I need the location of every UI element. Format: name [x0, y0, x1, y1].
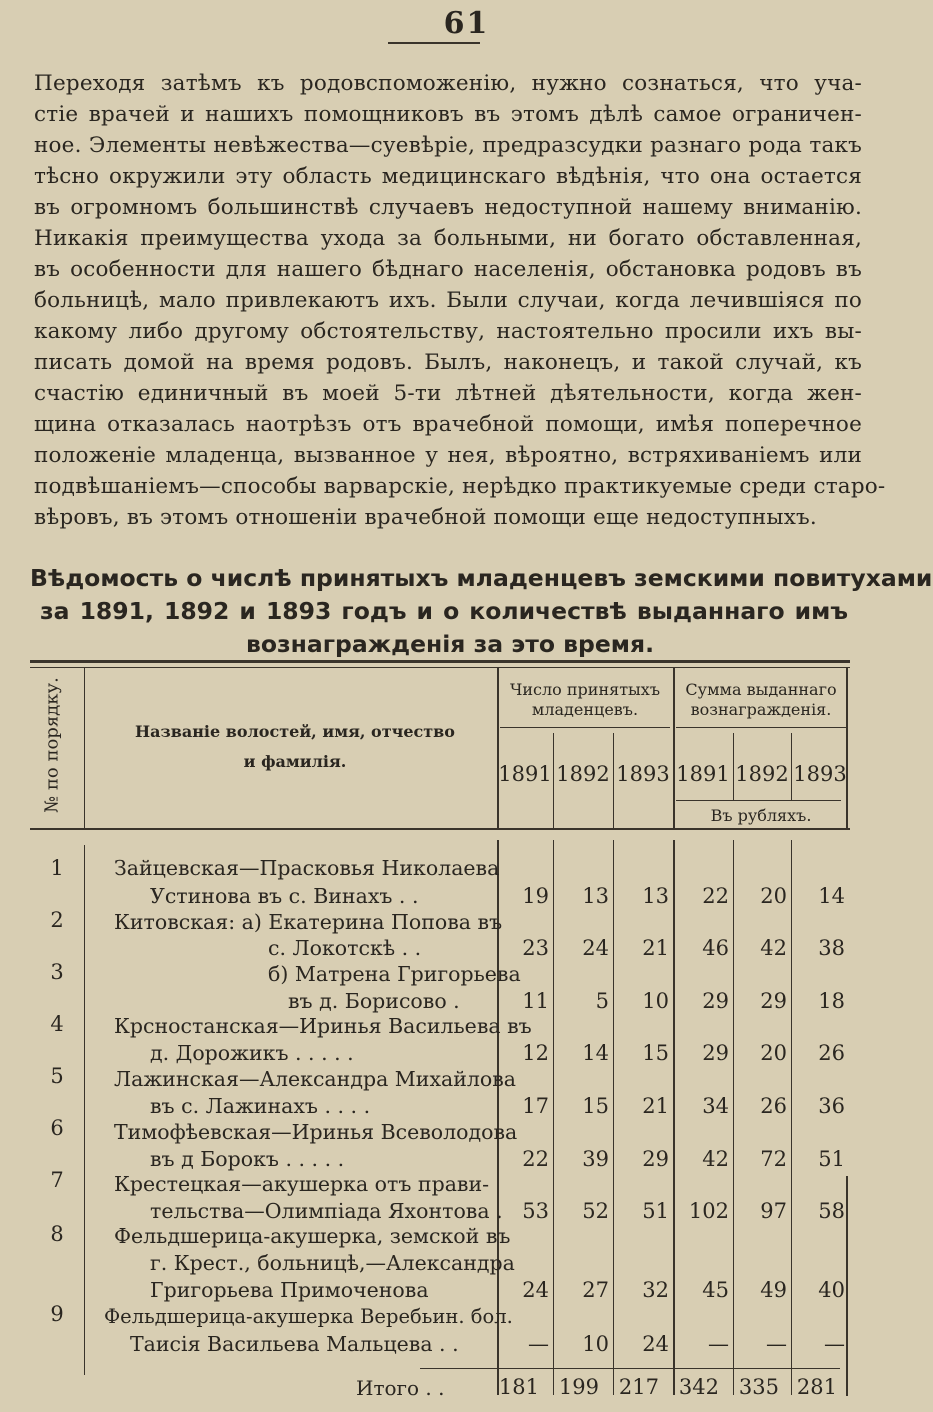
cell-value: 58	[818, 1199, 845, 1223]
cell-value: 29	[702, 989, 729, 1013]
cell-value: 21	[642, 1094, 669, 1118]
header-year: 1893	[616, 762, 670, 786]
table-rule	[676, 727, 846, 728]
paragraph-line: какому либо другому обстоятельству, настоятельно просили ихъ вы-	[34, 319, 862, 344]
cell-value: 20	[760, 1041, 787, 1065]
header-year: 1891	[498, 762, 552, 786]
cell-value: 15	[642, 1041, 669, 1065]
header-year: 1893	[793, 762, 847, 786]
table-rule	[500, 727, 670, 728]
row-name: Таисія Васильева Мальцева . .	[130, 1332, 459, 1356]
header-pay: Сумма выданнаго	[685, 680, 837, 699]
cell-value: 51	[642, 1199, 669, 1223]
cell-value: 49	[760, 1278, 787, 1302]
table-col-rule	[84, 668, 85, 830]
table-total-rule	[420, 1368, 840, 1369]
cell-value: —	[708, 1332, 729, 1356]
row-number: 1	[50, 856, 64, 880]
paragraph-line: Переходя затѣмъ къ родовспоможенію, нужно сознаться, что уча-	[34, 71, 862, 96]
cell-value: 23	[522, 936, 549, 960]
paragraph-line: Никакія преимущества ухода за больными, ни богато обставленная,	[34, 226, 862, 251]
row-number: 7	[50, 1168, 64, 1192]
cell-value: 42	[702, 1147, 729, 1171]
cell-value: 19	[522, 884, 549, 908]
cell-value: 51	[818, 1147, 845, 1171]
cell-value: 5	[595, 989, 609, 1013]
header-name: и фамилія.	[243, 752, 347, 771]
table-col-rule	[497, 668, 499, 830]
header-number: № по порядку.	[41, 677, 63, 813]
row-name: въ д Борокъ . . . . .	[150, 1147, 345, 1171]
cell-value: 13	[582, 884, 609, 908]
cell-value: 13	[642, 884, 669, 908]
row-name: г. Крест., больницѣ,—Александра	[150, 1251, 515, 1275]
row-name: Зайцевская—Прасковья Николаева	[114, 856, 500, 880]
row-number: 4	[50, 1012, 64, 1036]
cell-value: 102	[688, 1199, 729, 1223]
cell-value: 14	[582, 1041, 609, 1065]
total-value: 281	[796, 1375, 837, 1399]
paragraph-line: подвѣшаніемъ—способы варварскіе, нерѣдко практикуемые среди старо-	[34, 474, 886, 499]
header-born: младенцевъ.	[531, 700, 639, 719]
paragraph-line: писать домой на время родовъ. Былъ, наконецъ, и такой случай, къ	[34, 350, 862, 375]
row-name: Китовская: а) Екатерина Попова въ	[114, 910, 503, 934]
paragraph-line: въ особенности для нашего бѣднаго населенія, обстановка родовъ въ	[34, 257, 862, 282]
row-name: въ д. Борисово .	[288, 989, 460, 1013]
row-name: Фельдшерица-акушерка Веребьин. бол.	[104, 1305, 513, 1328]
cell-value: 27	[582, 1278, 609, 1302]
paragraph-line: больницѣ, мало привлекаютъ ихъ. Были случаи, когда лечившіяся по	[34, 288, 862, 313]
table-col-rule	[846, 668, 848, 830]
cell-value: 15	[582, 1094, 609, 1118]
total-value: 199	[558, 1375, 599, 1399]
header-name: Названіе волостей, имя, отчество	[135, 722, 455, 741]
cell-value: 26	[760, 1094, 787, 1118]
header-rubles-note: Въ рубляхъ.	[710, 806, 812, 825]
title-line: Вѣдомость о числѣ принятыхъ младенцевъ земскими повитухами	[30, 564, 933, 592]
cell-value: 22	[702, 884, 729, 908]
cell-value: 72	[760, 1147, 787, 1171]
page-number: 61	[443, 6, 490, 41]
cell-value: —	[528, 1332, 549, 1356]
cell-value: 24	[582, 936, 609, 960]
cell-value: 24	[522, 1278, 549, 1302]
cell-value: 22	[522, 1147, 549, 1171]
total-value: 217	[618, 1375, 659, 1399]
cell-value: 46	[702, 936, 729, 960]
cell-value: 18	[818, 989, 845, 1013]
row-name: д. Дорожикъ . . . . .	[150, 1041, 354, 1065]
table-rule	[30, 667, 850, 668]
header-year: 1891	[676, 762, 730, 786]
cell-value: 21	[642, 936, 669, 960]
table-col-rule	[673, 840, 675, 1395]
row-name: Фельдшерица-акушерка, земской въ	[114, 1224, 511, 1248]
header-year: 1892	[735, 762, 789, 786]
cell-value: 34	[702, 1094, 729, 1118]
header-year: 1892	[556, 762, 610, 786]
table-col-rule	[613, 840, 614, 1395]
title-line: за 1891, 1892 и 1893 годъ и о количествѣ выданнаго имъ	[40, 597, 848, 625]
cell-value: —	[766, 1332, 787, 1356]
paragraph-line: тѣсно окружили эту область медицинскаго вѣдѣнія, что она остается	[34, 164, 862, 189]
title-line: вознагражденія за это время.	[245, 630, 654, 658]
cell-value: 38	[818, 936, 845, 960]
table-col-rule	[673, 668, 675, 830]
row-name: тельства—Олимпіада Яхонтова .	[150, 1199, 503, 1223]
paragraph-line: стіе врачей и нашихъ помощниковъ въ этомъ дѣлѣ самое ограничен-	[34, 102, 862, 127]
header-born: Число принятыхъ	[510, 680, 660, 699]
paragraph-line: въ огромномъ большинствѣ случаевъ недоступной нашему вниманію.	[34, 195, 862, 220]
cell-value: 39	[582, 1147, 609, 1171]
table-rule	[676, 800, 841, 801]
row-number: 9	[50, 1302, 64, 1326]
row-name: Устинова въ с. Винахъ . .	[150, 884, 419, 908]
row-name: Крсностанская—Иринья Васильева въ	[114, 1014, 532, 1038]
table-col-rule	[846, 1176, 848, 1396]
cell-value: —	[824, 1332, 845, 1356]
cell-value: 52	[582, 1199, 609, 1223]
cell-value: 36	[818, 1094, 845, 1118]
paragraph-line: вѣровъ, въ этомъ отношеніи врачебной помощи еще недоступныхъ.	[34, 505, 817, 530]
total-value: 335	[738, 1375, 779, 1399]
paragraph-line: щина отказалась наотрѣзъ отъ врачебной помощи, имѣя поперечное	[34, 412, 862, 437]
cell-value: 29	[760, 989, 787, 1013]
cell-value: 29	[642, 1147, 669, 1171]
paragraph-line: ное. Элементы невѣжества—суевѣріе, предразсудки разнаго рода такъ	[34, 133, 862, 158]
row-number: 3	[50, 960, 64, 984]
row-name: Лажинская—Александра Михайлова	[114, 1067, 517, 1091]
row-name: Григорьева Примоченова	[150, 1278, 429, 1302]
row-number: 8	[50, 1222, 64, 1246]
table-col-rule	[733, 840, 734, 1395]
cell-value: 20	[760, 884, 787, 908]
total-value: 342	[678, 1375, 719, 1399]
cell-value: 12	[522, 1041, 549, 1065]
cell-value: 11	[522, 989, 549, 1013]
row-name: с. Локотскѣ . .	[268, 936, 422, 960]
paragraph-line: положеніе младенца, вызванное у нея, вѣроятно, встряхиваніемъ или	[34, 443, 862, 468]
cell-value: 45	[702, 1278, 729, 1302]
cell-value: 24	[642, 1332, 669, 1356]
cell-value: 26	[818, 1041, 845, 1065]
row-name: Крестецкая—акушерка отъ прави-	[114, 1172, 490, 1196]
cell-value: 42	[760, 936, 787, 960]
cell-value: 17	[522, 1094, 549, 1118]
table-header-rule	[30, 828, 850, 830]
table-col-rule	[553, 840, 554, 1395]
cell-value: 97	[760, 1199, 787, 1223]
row-number: 5	[50, 1064, 64, 1088]
table-col-rule	[791, 840, 792, 1395]
table-top-rule	[30, 660, 850, 663]
row-name: Тимофѣевская—Иринья Всеволодова	[114, 1120, 518, 1144]
table-col-rule	[84, 845, 85, 1375]
header-pay: вознагражденія.	[690, 700, 832, 719]
paragraph-line: счастію единичный въ моей 5-ти лѣтней дѣятельности, когда жен-	[34, 381, 862, 406]
cell-value: 14	[818, 884, 845, 908]
row-number: 6	[50, 1116, 64, 1140]
cell-value: 53	[522, 1199, 549, 1223]
total-label: Итого . .	[356, 1376, 445, 1400]
row-name: б) Матрена Григорьева	[268, 962, 521, 986]
cell-value: 40	[818, 1278, 845, 1302]
row-name: въ с. Лажинахъ . . . .	[150, 1094, 371, 1118]
cell-value: 29	[702, 1041, 729, 1065]
cell-value: 10	[582, 1332, 609, 1356]
row-number: 2	[50, 908, 64, 932]
cell-value: 32	[642, 1278, 669, 1302]
total-value: 181	[498, 1375, 539, 1399]
cell-value: 10	[642, 989, 669, 1013]
